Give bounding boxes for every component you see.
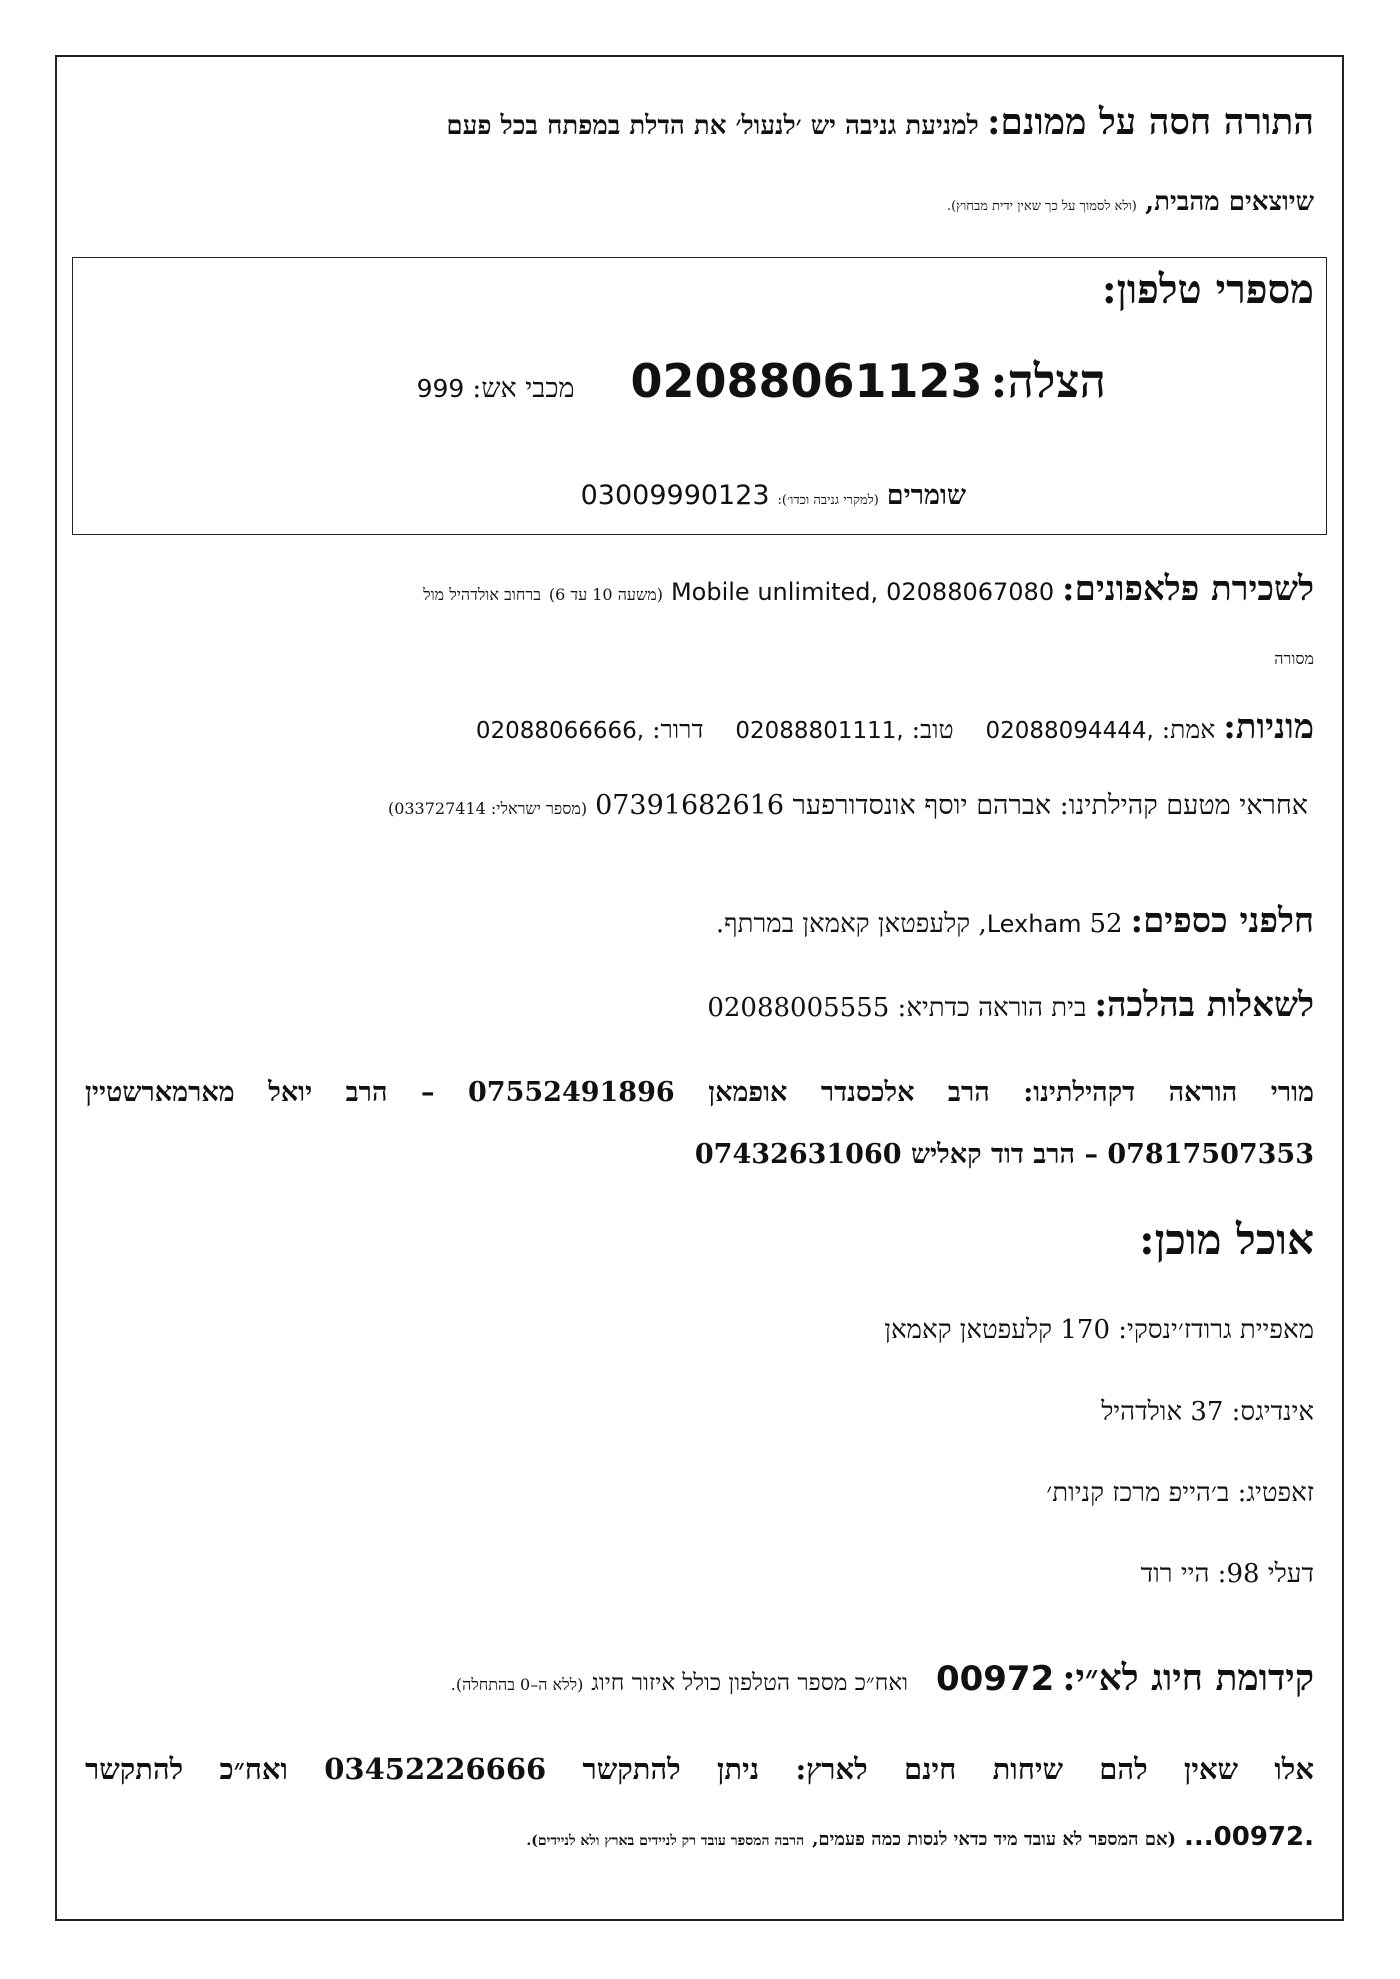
intro-line-1 — [85, 101, 1314, 144]
document-page — [55, 55, 1344, 1921]
taxis-label: מוניות: — [1223, 707, 1314, 747]
rabbis-text-1: מורי הוראה דקהילתינו: הרב אלכסנדר אופמאן 07552491896 – הרב יואל מארמארשטיין — [85, 1077, 1314, 1108]
guards-row — [85, 480, 966, 512]
hatzala-label: הצלה: — [990, 354, 1106, 408]
rabbis-line-2 — [85, 1139, 1314, 1171]
israel-prefix-text: ואח״כ מספר הטלפון כולל איזור חיוג — [591, 1670, 909, 1696]
guards-number: 03009990123 — [580, 480, 770, 511]
food-title: אוכל מוכן: — [1139, 1215, 1314, 1264]
community-contact-israeli: (מספר ישראלי: 033727414) — [387, 799, 588, 818]
intro-title: התורה חסה על ממונם: — [987, 101, 1314, 143]
hatzala-number: 02088061123 — [630, 354, 983, 408]
taxi-name: דרור: — [652, 715, 704, 744]
fire-number: 999 — [416, 374, 465, 403]
israel-prefix-note: (ללא ה–0 בהתחלה). — [450, 1675, 584, 1694]
rabbis-line-1 — [85, 1077, 1314, 1109]
phone-rental-location: ברחוב אולדהיל מול — [423, 585, 541, 604]
community-contact-row — [85, 790, 1308, 822]
free-calls-line-1 — [85, 1752, 1314, 1787]
free-calls-text-1: אלו שאין להם שיחות חינם לארץ: ניתן להתקשר 03452226666 ואח״כ להתקשר — [85, 1752, 1314, 1786]
money-changers-row — [85, 901, 1314, 942]
free-calls-line-2 — [85, 1822, 1314, 1853]
phone-rental-row — [85, 569, 1314, 610]
food-title-row — [85, 1215, 1314, 1265]
free-calls-text-2: (אם המספר לא עובד מיד כדאי לנסות כמה פעמים, — [812, 1829, 1177, 1850]
food-item — [85, 1315, 1314, 1346]
guards-note: (למקרי גניבה וכדו׳): — [777, 493, 879, 508]
free-calls-number: ...00972. — [1184, 1822, 1314, 1852]
emergency-row — [85, 354, 1106, 409]
food-item — [85, 1478, 1314, 1509]
phone-rental-company: Mobile unlimited, — [670, 578, 879, 606]
taxi-number: 02088094444, — [985, 718, 1154, 744]
taxi-number: 02088801111, — [735, 718, 904, 744]
israel-prefix-label: קידומת חיוג לא״י: — [1062, 1657, 1314, 1699]
free-calls-note: הרבה המספר עובד רק לניידים בארץ ולא לניידים). — [526, 1833, 805, 1849]
intro-text: למניעת גניבה יש ׳לנעול׳ את הדלת במפתח בכל פעם — [446, 111, 979, 141]
phone-rental-hours: (משעה 10 עד 6) — [548, 585, 664, 604]
phones-title-row — [85, 266, 1314, 314]
halacha-label: לשאלות בהלכה: — [1094, 985, 1314, 1025]
fire-label: מכבי אש: — [472, 373, 575, 404]
taxi-name: טוב: — [911, 715, 954, 744]
food-item — [85, 1397, 1314, 1428]
halacha-row — [85, 985, 1314, 1026]
money-changers-street: Lexham — [986, 910, 1082, 938]
money-changers-text: 52, קלעפטאן קאמאן במרתף. — [715, 909, 1123, 939]
rabbis-text-2: 07817507353 – הרב דוד קאליש 07432631060 — [694, 1139, 1314, 1170]
food-item-text: דעלי 98: היי רוד — [1140, 1559, 1314, 1589]
phone-rental-location-2: מסורה — [1274, 649, 1314, 668]
intro-text-2: שיוצאים מהבית, — [1145, 187, 1314, 217]
phones-title: מספרי טלפון: — [1101, 266, 1314, 313]
taxi-name: אמת: — [1161, 715, 1216, 744]
food-item — [85, 1559, 1314, 1590]
phone-rental-row-2 — [85, 641, 1314, 671]
money-changers-label: חלפני כספים: — [1130, 901, 1314, 941]
phone-rental-label: לשכירת פלאפונים: — [1062, 569, 1314, 609]
food-item-text: אינדיגס: 37 אולדהיל — [1101, 1397, 1314, 1427]
community-contact-text: אחראי מטעם קהילתינו: אברהם יוסף אונסדורפער 07391682616 — [595, 790, 1308, 821]
intro-line-2 — [85, 187, 1314, 218]
phone-numbers-box — [72, 257, 1327, 535]
food-item-text: זאפטיג: ב׳הייפ מרכז קניות׳ — [1046, 1478, 1314, 1508]
israel-prefix-row — [85, 1657, 1314, 1700]
taxis-row — [85, 707, 1314, 748]
intro-note: (ולא לסמוך על כך שאין ידית מבחוץ). — [946, 199, 1137, 214]
halacha-text: בית הוראה כדתיא: 02088005555 — [707, 993, 1087, 1023]
guards-label: שומרים — [886, 480, 966, 511]
taxi-number: 02088066666, — [475, 718, 645, 744]
food-item-text: מאפיית גרודז׳ינסקי: 170 קלעפטאן קאמאן — [884, 1315, 1314, 1345]
phone-rental-number: 02088067080 — [886, 578, 1055, 606]
israel-prefix-code: 00972 — [935, 1659, 1055, 1699]
